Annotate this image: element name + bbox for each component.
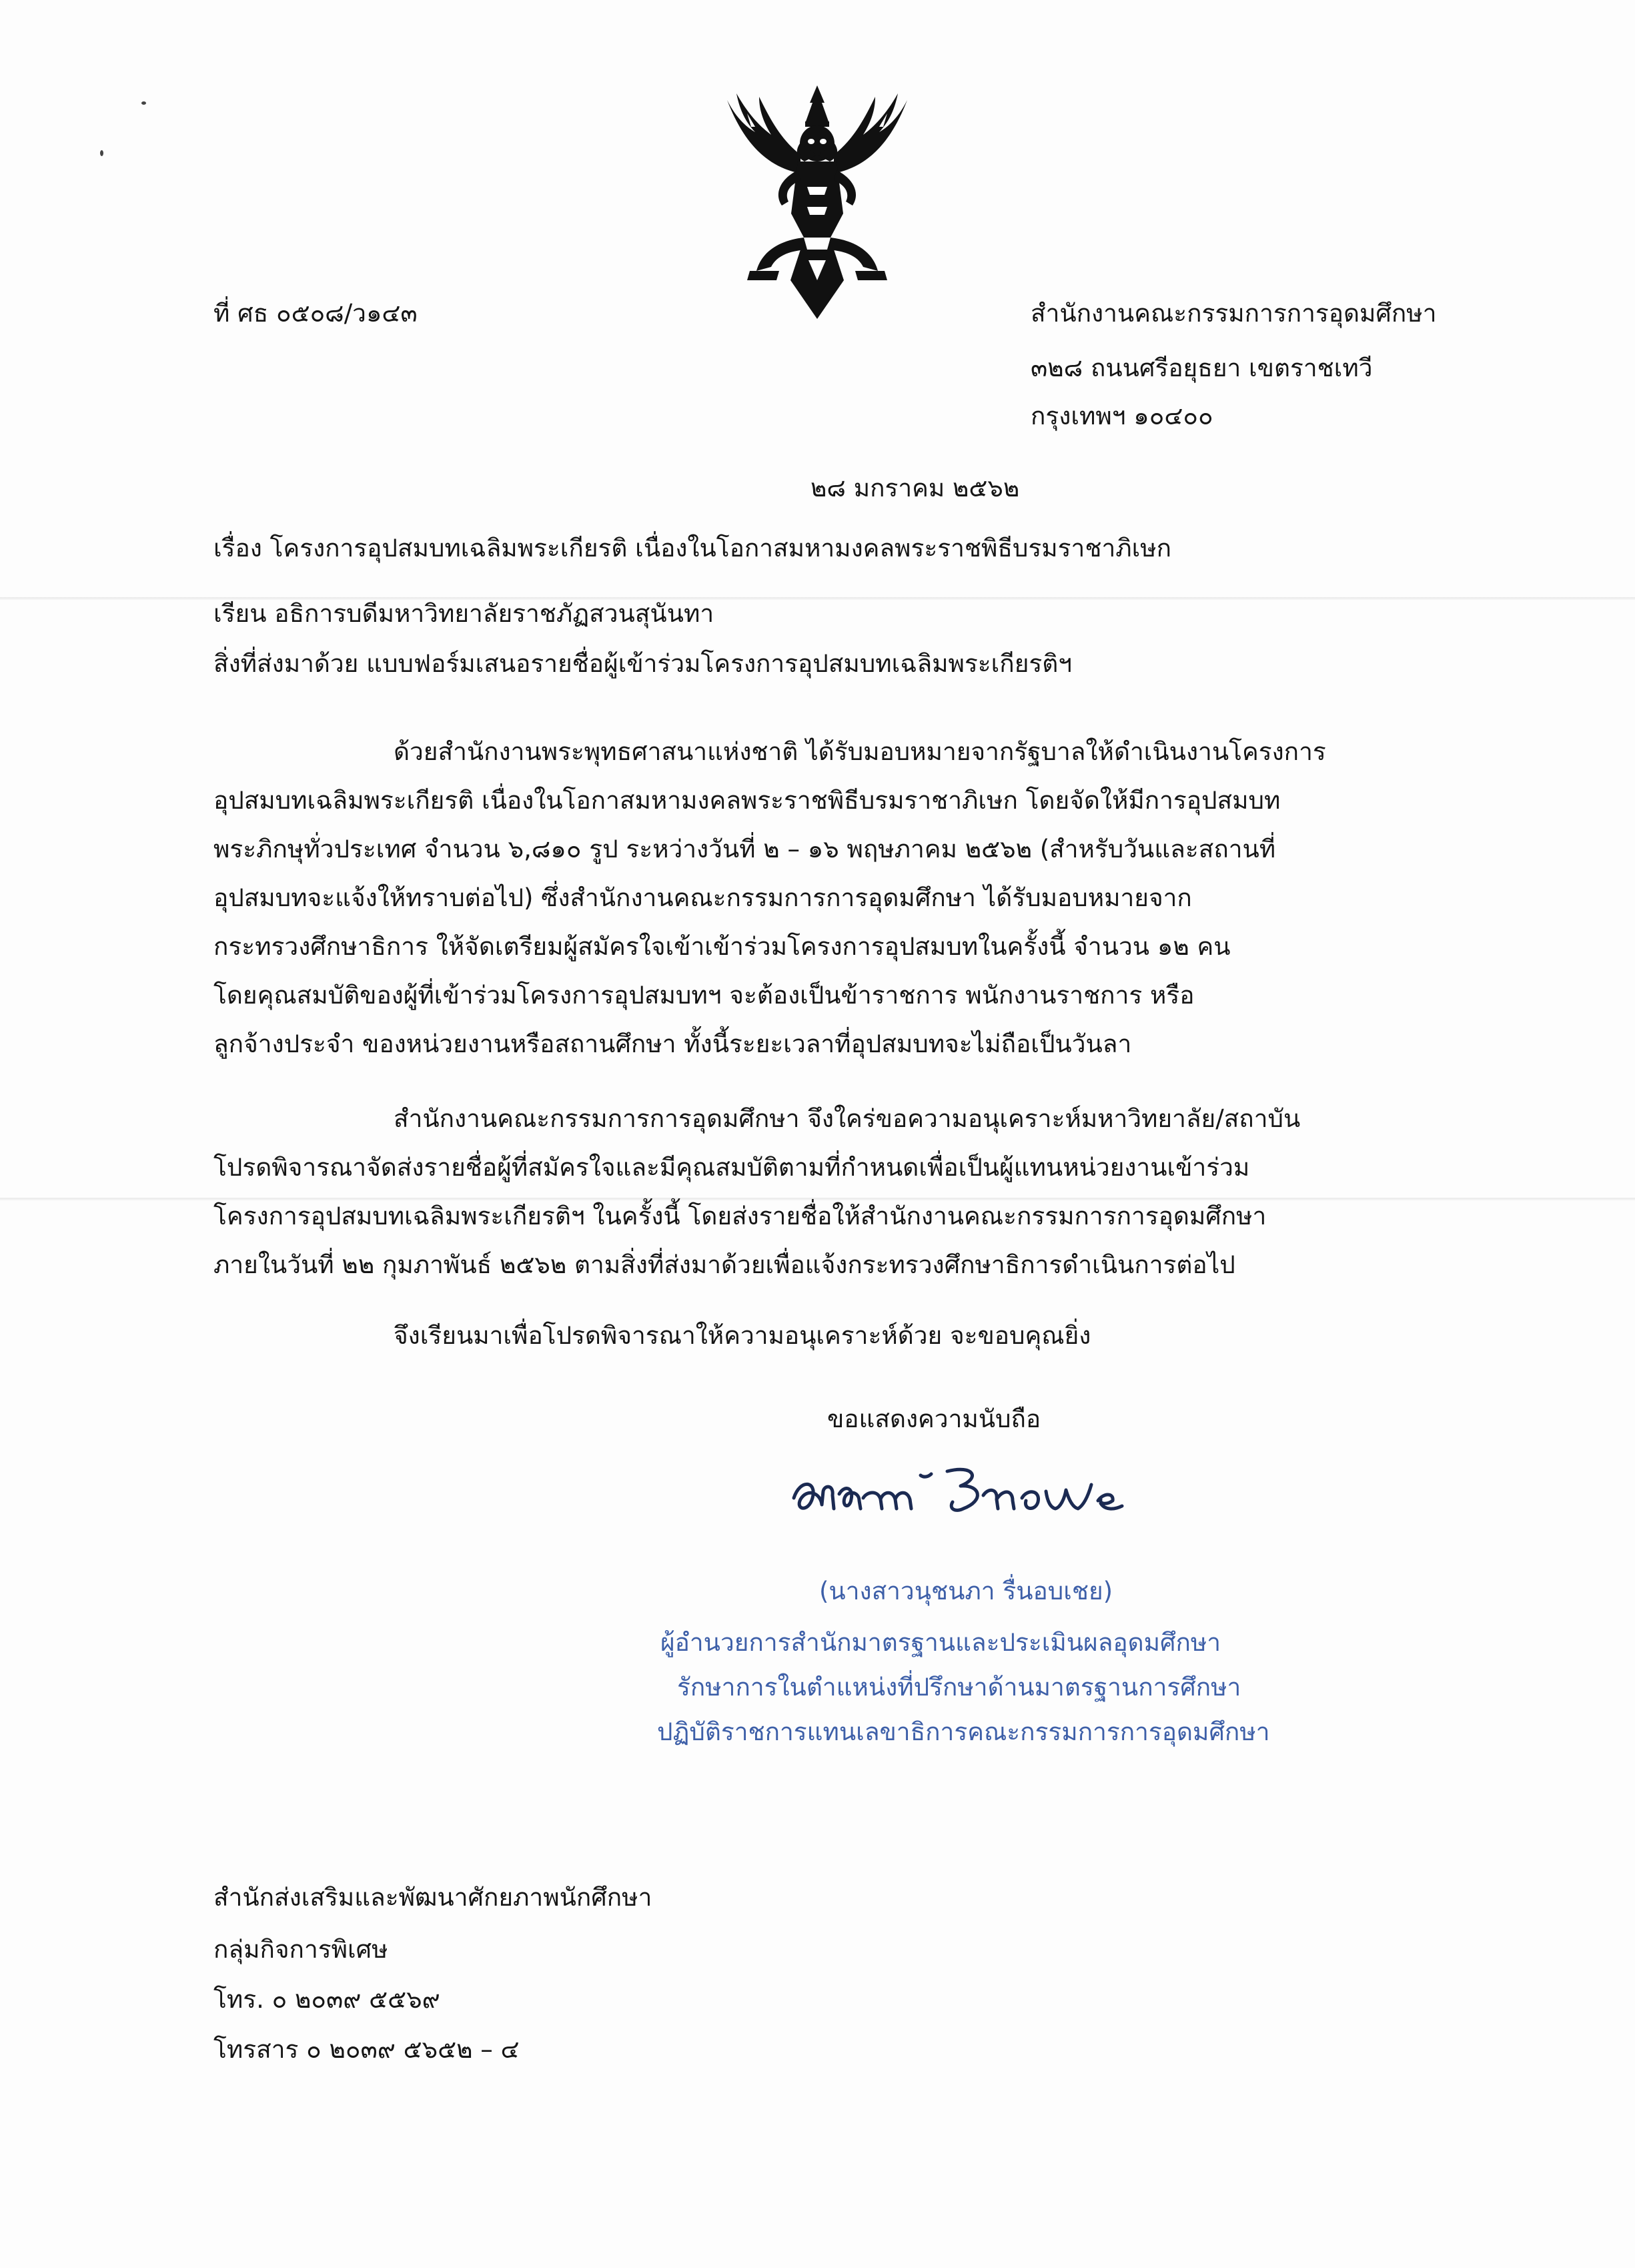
recipient-line: เรียน อธิการบดีมหาวิทยาลัยราชภัฏสวนสุนันทา <box>213 599 714 628</box>
document-reference-number: ที่ ศธ ๐๕๐๘/ว๑๔๓ <box>213 299 418 328</box>
signer-name: (นางสาวนุชนภา รื่นอบเชย) <box>819 1577 1113 1605</box>
footer-phone: โทร. ๐ ๒๐๓๙ ๕๕๖๙ <box>213 1985 440 2014</box>
sender-address-line: สำนักงานคณะกรรมการการอุดมศึกษา <box>1031 299 1437 328</box>
footer-fax: โทรสาร ๐ ๒๐๓๙ ๕๖๕๒ – ๔ <box>213 2035 520 2064</box>
handwritten-signature <box>780 1451 1154 1538</box>
body-paragraph-2-line: โครงการอุปสมบทเฉลิมพระเกียรติฯ ในครั้งนี้ โดยส่งรายชื่อให้สำนักงานคณะกรรมการการอุดมศึกษา <box>213 1202 1267 1230</box>
sender-address-line: กรุงเทพฯ ๑๐๔๐๐ <box>1031 402 1213 430</box>
signer-title-line: รักษาการในตำแหน่งที่ปรึกษาด้านมาตรฐานการศึกษา <box>677 1673 1241 1702</box>
salutation: ขอแสดงความนับถือ <box>827 1405 1041 1433</box>
footer-office-line: สำนักส่งเสริมและพัฒนาศักยภาพนักศึกษา <box>213 1883 652 1912</box>
body-paragraph-1-line: อุปสมบทจะแจ้งให้ทราบต่อไป) ซึ่งสำนักงานคณะกรรมการการอุดมศึกษา ได้รับมอบหมายจาก <box>213 883 1192 912</box>
body-paragraph-1-line: ลูกจ้างประจำ ของหน่วยงานหรือสถานศึกษา ทั้งนี้ระยะเวลาที่อุปสมบทจะไม่ถือเป็นวันลา <box>213 1030 1132 1058</box>
body-paragraph-1-line: พระภิกษุทั่วประเทศ จำนวน ๖,๘๑๐ รูป ระหว่างวันที่ ๒ – ๑๖ พฤษภาคม ๒๕๖๒ (สำหรับวันและสถานที่ <box>213 835 1276 863</box>
paper-fold-line <box>0 1198 1635 1200</box>
body-paragraph-1-line: อุปสมบทเฉลิมพระเกียรติ เนื่องในโอกาสมหามงคลพระราชพิธีบรมราชาภิเษก โดยจัดให้มีการอุปสมบท <box>213 786 1281 815</box>
scan-speck <box>141 101 146 105</box>
body-paragraph-2-line: โปรดพิจารณาจัดส่งรายชื่อผู้ที่สมัครใจและมีคุณสมบัติตามที่กำหนดเพื่อเป็นผู้แทนหน่วยงานเข้าร่วม <box>213 1153 1250 1182</box>
body-paragraph-2-line: ภายในวันที่ ๒๒ กุมภาพันธ์ ๒๕๖๒ ตามสิ่งที่ส่งมาด้วยเพื่อแจ้งกระทรวงศึกษาธิการดำเนินการต่อไป <box>213 1250 1235 1279</box>
scan-speck <box>100 150 103 156</box>
body-paragraph-1-line: ด้วยสำนักงานพระพุทธศาสนาแห่งชาติ ได้รับมอบหมายจากรัฐบาลให้ดำเนินงานโครงการ <box>394 737 1326 766</box>
sender-address-line: ๓๒๘ ถนนศรีอยุธยา เขตราชเทวี <box>1031 354 1373 382</box>
body-paragraph-1-line: กระทรวงศึกษาธิการ ให้จัดเตรียมผู้สมัครใจเข้าเข้าร่วมโครงการอุปสมบทในครั้งนี้ จำนวน ๑๒ คน <box>213 932 1231 961</box>
subject-line: เรื่อง โครงการอุปสมบทเฉลิมพระเกียรติ เนื่องในโอกาสมหามงคลพระราชพิธีบรมราชาภิเษก <box>213 534 1172 562</box>
document-date: ๒๘ มกราคม ๒๕๖๒ <box>810 474 1020 502</box>
signer-title-line: ปฏิบัติราชการแทนเลขาธิการคณะกรรมการการอุดมศึกษา <box>657 1718 1270 1746</box>
enclosure-line: สิ่งที่ส่งมาด้วย แบบฟอร์มเสนอรายชื่อผู้เข้าร่วมโครงการอุปสมบทเฉลิมพระเกียรติฯ <box>213 649 1073 678</box>
signer-title-line: ผู้อำนวยการสำนักมาตรฐานและประเมินผลอุดมศึกษา <box>660 1628 1221 1657</box>
body-paragraph-1-line: โดยคุณสมบัติของผู้ที่เข้าร่วมโครงการอุปสมบทฯ จะต้องเป็นข้าราชการ พนักงานราชการ หรือ <box>213 981 1195 1010</box>
garuda-emblem <box>707 80 927 327</box>
footer-office-line: กลุ่มกิจการพิเศษ <box>213 1935 388 1964</box>
body-paragraph-2-line: สำนักงานคณะกรรมการการอุดมศึกษา จึงใคร่ขอความอนุเคราะห์มหาวิทยาลัย/สถาบัน <box>394 1104 1301 1133</box>
closing-request: จึงเรียนมาเพื่อโปรดพิจารณาให้ความอนุเคราะห์ด้วย จะขอบคุณยิ่ง <box>394 1321 1091 1350</box>
